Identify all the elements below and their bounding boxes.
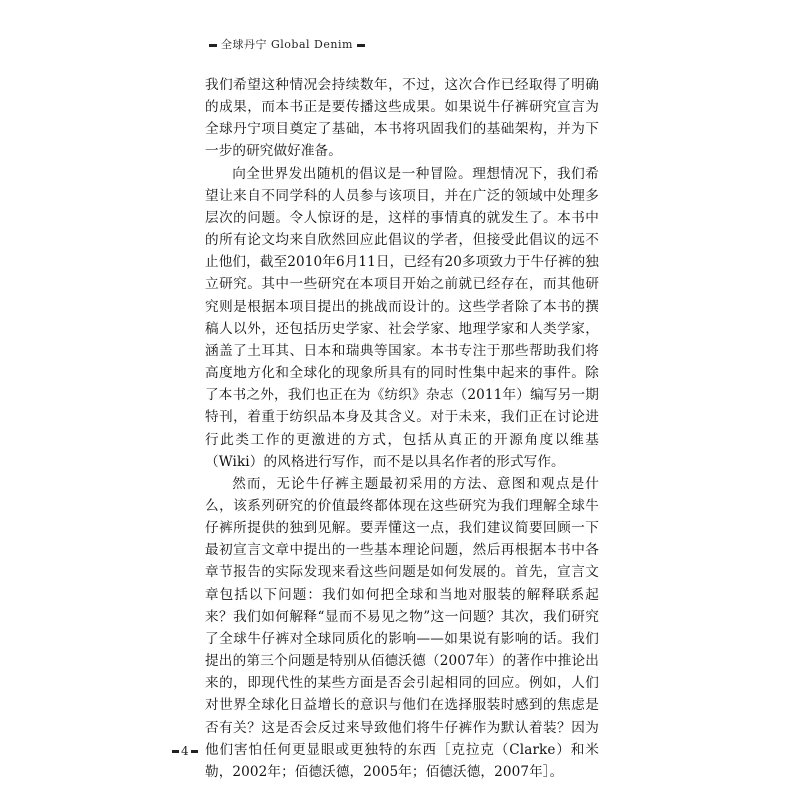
header-chinese-title: 全球丹宁 [221,38,267,51]
folio-right-dash [191,750,198,753]
paragraph-3: 然而，无论牛仔裤主题最初采用的方法、意图和观点是什么，该系列研究的价值最终都体现在这些研究为我们理解全球牛仔裤所提供的独到见解。要弄懂这一点，我们建议简要回顾一下最初宣言文章中提出的一些基本理论问题，然后再根据本书中各章节报告的实际发现来看这些问题是如何发展的。首先，宣言文章包括以下问题：我们如何把全球和当地对服装的解释联系起来？我们如何解释“显而不易见之物”这一问题？其次，我们研究了全球牛仔裤对全球同质化的影响——如果说有影响的话。我们提出的第三个问题是特别从佰德沃德（2007年）的著作中推论出来的，即现代性的某些方面是否会引起相同的回应。例如，人们对世界全球化日益增长的意识与他们在选择服装时感到的焦虑是否有关？这是否会反过来导致他们将牛仔裤作为默认着装？因为他们害怕任何更显眼或更独特的东西［克拉克（Clarke）和米勒，2002年；佰德沃德，2005年；佰德沃德，2007年］。 [205,475,599,780]
page-number-value: 4 [181,744,189,758]
header-right-dash [357,44,365,47]
header-left-dash [209,44,217,47]
running-header [205,36,369,52]
header-english-title: Global Denim [271,38,353,51]
body-text [205,74,599,783]
page-number [170,744,200,758]
paragraph-2: 向全世界发出随机的倡议是一种冒险。理想情况下，我们希望让来自不同学科的人员参与该项目，并在广泛的领域中处理多层次的问题。令人惊讶的是，这样的事情真的就发生了。本书中的所有论文均来自欣然回应此倡议的学者，但接受此倡议的远不止他们，截至2010年6月11日，已经有20多项致力于牛仔裤的独立研究。其中一些研究在本项目开始之前就已经存在，而其他研究则是根据本项目提出的挑战而设计的。这些学者除了本书的撰稿人以外，还包括历史学家、社会学家、地理学家和人类学家，涵盖了土耳其、日本和瑞典等国家。本书专注于那些帮助我们将高度地方化和全球化的现象所具有的同时性集中起来的事件。除了本书之外，我们也正在为《纺织》杂志（2011年）编写另一期特刊，着重于纺织品本身及其含义。对于未来，我们正在讨论进行此类工作的更激进的方式，包括从真正的开源角度以维基（Wiki）的风格进行写作，而不是以具名作者的形式写作。 [205,165,599,470]
folio-left-dash [172,750,179,753]
paragraph-1: 我们希望这种情况会持续数年，不过，这次合作已经取得了明确的成果，而本书正是要传播这些成果。如果说牛仔裤研究宣言为全球丹宁项目奠定了基础，本书将巩固我们的基础架构，并为下一步的研究做好准备。 [205,77,599,160]
